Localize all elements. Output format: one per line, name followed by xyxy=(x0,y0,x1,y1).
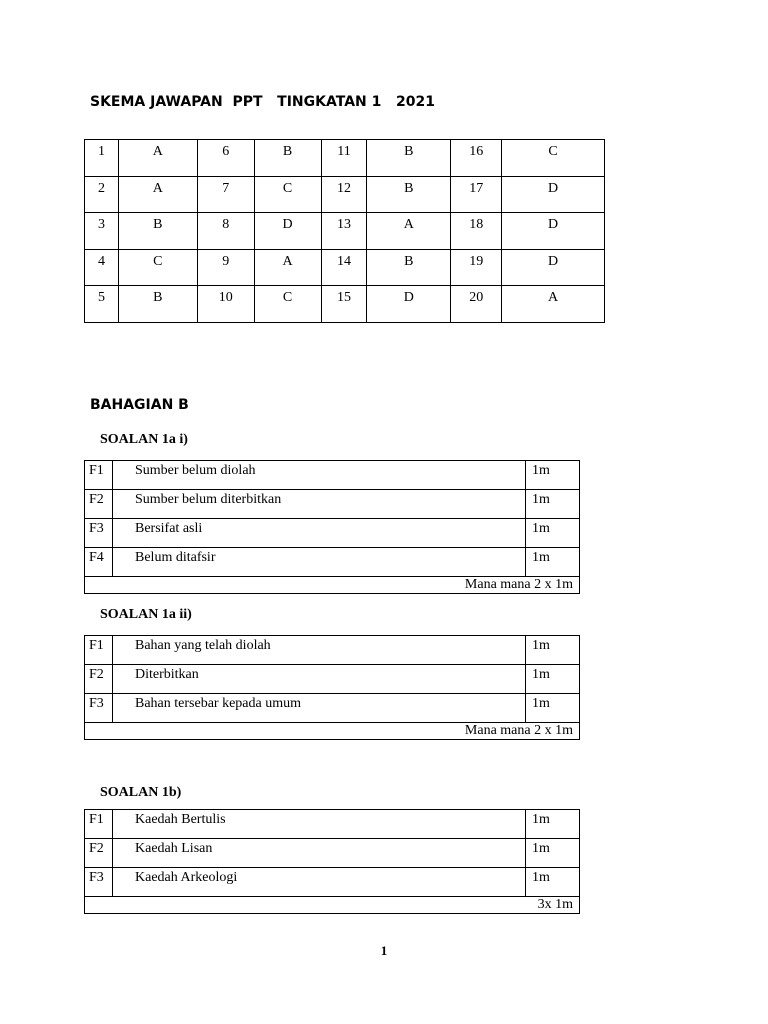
answer-letter: D xyxy=(367,286,451,323)
criteria-description: Bersifat asli xyxy=(113,519,526,548)
answer-letter: A xyxy=(367,213,451,250)
answer-letter: B xyxy=(367,249,451,286)
criteria-description: Sumber belum diolah xyxy=(113,461,526,490)
question-label: SOALAN 1a ii) xyxy=(100,607,192,622)
criteria-mark: 1m xyxy=(526,694,580,723)
answer-letter: D xyxy=(502,249,605,286)
criteria-description: Kaedah Arkeologi xyxy=(113,868,526,897)
answer-letter: B xyxy=(118,286,197,323)
criteria-row xyxy=(85,839,580,868)
criteria-description: Bahan tersebar kepada umum xyxy=(113,694,526,723)
criteria-mark: 1m xyxy=(526,636,580,665)
criteria-row xyxy=(85,868,580,897)
marking-table-1b xyxy=(84,809,580,914)
marking-note-row xyxy=(85,723,580,740)
marking-table-1a-i xyxy=(84,460,580,594)
question-number: 5 xyxy=(85,286,119,323)
criteria-mark: 1m xyxy=(526,461,580,490)
question-number: 16 xyxy=(451,140,502,177)
question-number: 10 xyxy=(197,286,254,323)
criteria-description: Sumber belum diterbitkan xyxy=(113,490,526,519)
question-number: 3 xyxy=(85,213,119,250)
criteria-description: Diterbitkan xyxy=(113,665,526,694)
answer-row xyxy=(85,176,605,213)
answer-letter: D xyxy=(254,213,321,250)
question-number: 19 xyxy=(451,249,502,286)
criteria-row xyxy=(85,548,580,577)
answer-letter: A xyxy=(118,140,197,177)
criteria-description: Kaedah Lisan xyxy=(113,839,526,868)
question-number: 1 xyxy=(85,140,119,177)
answer-letter: B xyxy=(367,176,451,213)
criteria-code: F1 xyxy=(85,461,113,490)
criteria-code: F4 xyxy=(85,548,113,577)
criteria-row xyxy=(85,665,580,694)
answer-letter: A xyxy=(502,286,605,323)
answer-letter: B xyxy=(367,140,451,177)
answer-letter: B xyxy=(254,140,321,177)
criteria-description: Kaedah Bertulis xyxy=(113,810,526,839)
answer-letter: C xyxy=(254,176,321,213)
question-number: 17 xyxy=(451,176,502,213)
criteria-code: F2 xyxy=(85,839,113,868)
criteria-code: F3 xyxy=(85,868,113,897)
criteria-mark: 1m xyxy=(526,810,580,839)
question-number: 8 xyxy=(197,213,254,250)
marking-table-1a-ii xyxy=(84,635,580,740)
question-number: 2 xyxy=(85,176,119,213)
page-number: 1 xyxy=(380,943,388,958)
answer-letter: C xyxy=(118,249,197,286)
answer-row xyxy=(85,140,605,177)
marking-note: Mana mana 2 x 1m xyxy=(85,723,580,740)
marking-note-row xyxy=(85,897,580,914)
criteria-row xyxy=(85,694,580,723)
question-number: 6 xyxy=(197,140,254,177)
marking-note: 3x 1m xyxy=(85,897,580,914)
criteria-row xyxy=(85,490,580,519)
criteria-mark: 1m xyxy=(526,839,580,868)
criteria-mark: 1m xyxy=(526,868,580,897)
question-number: 7 xyxy=(197,176,254,213)
criteria-row xyxy=(85,810,580,839)
answer-letter: D xyxy=(502,213,605,250)
criteria-code: F1 xyxy=(85,810,113,839)
question-label: SOALAN 1b) xyxy=(100,785,182,800)
question-number: 14 xyxy=(321,249,367,286)
question-number: 4 xyxy=(85,249,119,286)
answer-row xyxy=(85,286,605,323)
question-number: 18 xyxy=(451,213,502,250)
question-number: 13 xyxy=(321,213,367,250)
question-number: 9 xyxy=(197,249,254,286)
answer-letter: D xyxy=(502,176,605,213)
criteria-description: Belum ditafsir xyxy=(113,548,526,577)
section-title: BAHAGIAN B xyxy=(90,397,189,413)
question-label: SOALAN 1a i) xyxy=(100,432,188,447)
criteria-description: Bahan yang telah diolah xyxy=(113,636,526,665)
criteria-row xyxy=(85,461,580,490)
criteria-code: F1 xyxy=(85,636,113,665)
question-number: 11 xyxy=(321,140,367,177)
answer-row xyxy=(85,249,605,286)
question-number: 15 xyxy=(321,286,367,323)
answer-row xyxy=(85,213,605,250)
criteria-mark: 1m xyxy=(526,490,580,519)
criteria-row xyxy=(85,519,580,548)
page-title: SKEMA JAWAPAN PPT TINGKATAN 1 2021 xyxy=(90,94,435,110)
criteria-code: F2 xyxy=(85,665,113,694)
marking-note: Mana mana 2 x 1m xyxy=(85,577,580,594)
criteria-mark: 1m xyxy=(526,548,580,577)
marking-note-row xyxy=(85,577,580,594)
criteria-code: F3 xyxy=(85,694,113,723)
criteria-row xyxy=(85,636,580,665)
answer-letter: A xyxy=(254,249,321,286)
answer-key-table xyxy=(84,139,605,323)
criteria-code: F3 xyxy=(85,519,113,548)
question-number: 20 xyxy=(451,286,502,323)
answer-letter: C xyxy=(254,286,321,323)
criteria-mark: 1m xyxy=(526,519,580,548)
criteria-mark: 1m xyxy=(526,665,580,694)
answer-letter: B xyxy=(118,213,197,250)
question-number: 12 xyxy=(321,176,367,213)
answer-letter: A xyxy=(118,176,197,213)
criteria-code: F2 xyxy=(85,490,113,519)
answer-letter: C xyxy=(502,140,605,177)
